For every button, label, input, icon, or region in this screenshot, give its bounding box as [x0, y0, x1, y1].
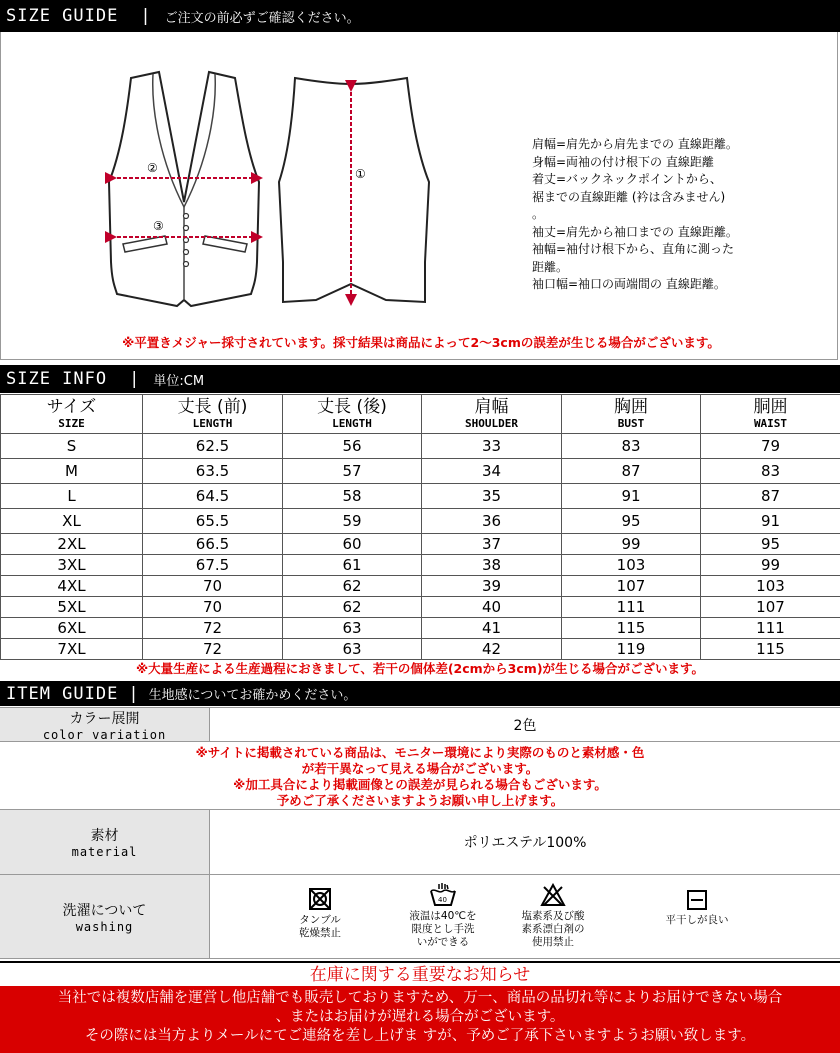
description-line: 。 [532, 207, 545, 221]
color-variation-value: 2色 [513, 717, 537, 734]
size-row [1, 555, 840, 576]
cell-waist: 79 [701, 434, 840, 459]
cell-shoulder: 36 [422, 509, 562, 534]
header-waist: 胴囲 WAIST [701, 395, 840, 434]
item-guide-header [0, 681, 840, 706]
label-jp: カラー展開 [69, 710, 140, 727]
marker-1: ① [355, 167, 366, 181]
hand-wash-40-icon [429, 883, 457, 907]
wash-item-bleach [510, 883, 596, 949]
cell-front-length: 70 [143, 597, 283, 618]
item-guide-subtitle: 生地感についてお確かめください。 [148, 688, 357, 703]
cell-front-length: 72 [143, 618, 283, 639]
description-line: 身幅=両袖の付け根下の 直線距離 [532, 154, 714, 169]
wash-text: いができる [416, 936, 470, 948]
no-bleach-icon [540, 883, 566, 907]
description-line: 着丈=バックネックポイントから、 [532, 172, 722, 186]
cell-bust: 95 [562, 509, 701, 534]
label-en: material [71, 845, 138, 859]
cell-bust: 111 [562, 597, 701, 618]
marker-3: ③ [153, 219, 164, 233]
size-guide-subtitle: ご注文の前必ずご確認ください。 [164, 10, 360, 26]
cell-front-length: 72 [143, 639, 283, 660]
size-row [1, 534, 840, 555]
stock-notice-title: 在庫に関する重要なお知らせ [0, 961, 840, 985]
size-row [1, 597, 840, 618]
measurement-note: ※平置きメジャー採寸されています。採寸結果は商品によって2〜3cmの誤差が生じる場合がございます。 [122, 335, 720, 350]
header-front-length: 丈長 (前) LENGTH [143, 395, 283, 434]
svg-text:40: 40 [438, 896, 447, 904]
cell-waist: 115 [701, 639, 840, 660]
header-shoulder: 肩幅 SHOULDER [422, 395, 562, 434]
label-en: washing [75, 919, 134, 934]
notice-line: ※サイトに掲載されている商品は、モニター環境により実際のものと素材感・色 [195, 745, 645, 760]
wash-text: 乾燥禁止 [299, 927, 341, 939]
description-line: 裾までの直線距離 (衿は含みません) [532, 189, 726, 204]
cell-waist: 83 [701, 459, 840, 484]
wash-item-flatdry [654, 889, 740, 927]
flat-dry-icon [686, 889, 708, 911]
notice-line: 予めご了承くださいますようお願い申し上げます。 [276, 793, 564, 808]
cell-front-length: 62.5 [143, 434, 283, 459]
cell-bust: 103 [562, 555, 701, 576]
cell-shoulder: 37 [422, 534, 562, 555]
size-table-header-row [1, 395, 840, 434]
cell-back-length: 62 [283, 597, 422, 618]
cell-front-length: 70 [143, 576, 283, 597]
size-row [1, 484, 840, 509]
wash-text: 液温は40℃を [409, 910, 477, 922]
header-bust: 胸囲 BUST [562, 395, 701, 434]
cell-back-length: 58 [283, 484, 422, 509]
header-separator: | [140, 6, 151, 26]
washing-label [0, 875, 210, 958]
notice-line: ※加工具合により掲載画像との誤差が見られる場合もございます。 [233, 777, 607, 792]
wash-item-tumble [288, 887, 352, 940]
size-guide-title: SIZE GUIDE [6, 6, 119, 26]
cell-shoulder: 35 [422, 484, 562, 509]
cell-shoulder: 40 [422, 597, 562, 618]
cell-size: 5XL [1, 597, 143, 618]
display-notice-text [0, 742, 840, 809]
cell-front-length: 65.5 [143, 509, 283, 534]
cell-shoulder: 41 [422, 618, 562, 639]
size-row [1, 618, 840, 639]
cell-size: XL [1, 509, 143, 534]
cell-front-length: 66.5 [143, 534, 283, 555]
size-table [0, 394, 840, 660]
size-row [1, 459, 840, 484]
cell-bust: 91 [562, 484, 701, 509]
cell-size: 2XL [1, 534, 143, 555]
cell-shoulder: 34 [422, 459, 562, 484]
cell-waist: 91 [701, 509, 840, 534]
color-variation-row [0, 707, 840, 742]
cell-waist: 107 [701, 597, 840, 618]
measurement-description [532, 136, 738, 294]
size-guide-header [0, 0, 840, 32]
cell-back-length: 61 [283, 555, 422, 576]
size-guide-area [0, 32, 838, 360]
description-line: 袖口幅=袖口の両端間の 直線距離。 [532, 277, 726, 291]
wash-text: 使用禁止 [532, 936, 574, 948]
cell-size: 3XL [1, 555, 143, 576]
wash-text: タンブル [299, 914, 341, 926]
size-row [1, 576, 840, 597]
header-separator: | [128, 683, 139, 704]
stock-notice-line: その際には当方よりメールにてご連絡を差し上げま すが、予めご了承下さいますようお願い致します。 [84, 1028, 756, 1044]
wash-text: 平干しが良い [665, 914, 729, 926]
stock-notice-body [0, 986, 840, 1053]
label-jp: 素材 [90, 828, 119, 844]
cell-size: M [1, 459, 143, 484]
cell-shoulder: 33 [422, 434, 562, 459]
header-back-length: 丈長 (後) LENGTH [283, 395, 422, 434]
wash-text: 限度とし手洗 [411, 923, 475, 935]
cell-back-length: 56 [283, 434, 422, 459]
stock-notice-line: 当社では複数店舗を運営し他店舗でも販売しておりますため、万一、商品の品切れ等によりお届けできない場合 [57, 990, 783, 1006]
cell-waist: 95 [701, 534, 840, 555]
size-info-header [0, 365, 840, 393]
marker-2: ② [147, 161, 158, 175]
cell-waist: 103 [701, 576, 840, 597]
cell-bust: 99 [562, 534, 701, 555]
cell-back-length: 59 [283, 509, 422, 534]
cell-waist: 111 [701, 618, 840, 639]
cell-back-length: 62 [283, 576, 422, 597]
cell-bust: 83 [562, 434, 701, 459]
production-note: ※大量生産による生産過程におきまして、若干の個体差(2cmから3cm)が生じる場合がございます。 [135, 661, 705, 676]
cell-shoulder: 38 [422, 555, 562, 576]
wash-text: 素系漂白剤の [521, 923, 585, 935]
vest-back-illustration [279, 78, 429, 302]
cell-waist: 99 [701, 555, 840, 576]
description-line: 肩幅=肩先から肩先までの 直線距離。 [532, 137, 738, 151]
cell-bust: 87 [562, 459, 701, 484]
header-size: サイズ SIZE [1, 395, 143, 434]
size-row [1, 434, 840, 459]
display-notice [0, 742, 840, 810]
cell-back-length: 60 [283, 534, 422, 555]
material-row [0, 810, 840, 875]
no-tumble-dry-icon [308, 887, 332, 911]
cell-front-length: 63.5 [143, 459, 283, 484]
cell-front-length: 64.5 [143, 484, 283, 509]
header-separator: | [129, 369, 140, 389]
size-info-title: SIZE INFO [6, 369, 108, 389]
size-row [1, 509, 840, 534]
label-en: color variation [42, 727, 167, 742]
cell-back-length: 63 [283, 639, 422, 660]
cell-bust: 119 [562, 639, 701, 660]
material-label [0, 810, 210, 874]
cell-back-length: 57 [283, 459, 422, 484]
description-line: 袖幅=袖付け根下から、直角に測った [532, 242, 735, 256]
label-jp: 洗濯について [62, 902, 147, 919]
cell-bust: 107 [562, 576, 701, 597]
cell-bust: 115 [562, 618, 701, 639]
cell-size: 7XL [1, 639, 143, 660]
wash-item-handwash [400, 883, 486, 949]
cell-waist: 87 [701, 484, 840, 509]
description-line: 袖丈=肩先から袖口までの 直線距離。 [532, 224, 738, 239]
cell-size: 4XL [1, 576, 143, 597]
notice-line: が若干異なって見える場合がございます。 [301, 761, 539, 776]
cell-size: 6XL [1, 618, 143, 639]
cell-size: S [1, 434, 143, 459]
cell-back-length: 63 [283, 618, 422, 639]
cell-size: L [1, 484, 143, 509]
description-line: 距離。 [532, 259, 569, 274]
material-value: ポリエステル100% [463, 835, 587, 851]
stock-notice-line: 、またはお届けが遅れる場合がございます。 [275, 1009, 565, 1025]
cell-shoulder: 42 [422, 639, 562, 660]
cell-front-length: 67.5 [143, 555, 283, 576]
vest-front-illustration [109, 72, 259, 306]
color-variation-label [0, 708, 210, 741]
cell-shoulder: 39 [422, 576, 562, 597]
item-guide-title: ITEM GUIDE [6, 683, 119, 704]
washing-row [0, 875, 840, 959]
size-row [1, 639, 840, 660]
size-info-unit: 単位:CM [153, 373, 205, 389]
wash-text: 塩素系及び酸 [521, 910, 585, 922]
